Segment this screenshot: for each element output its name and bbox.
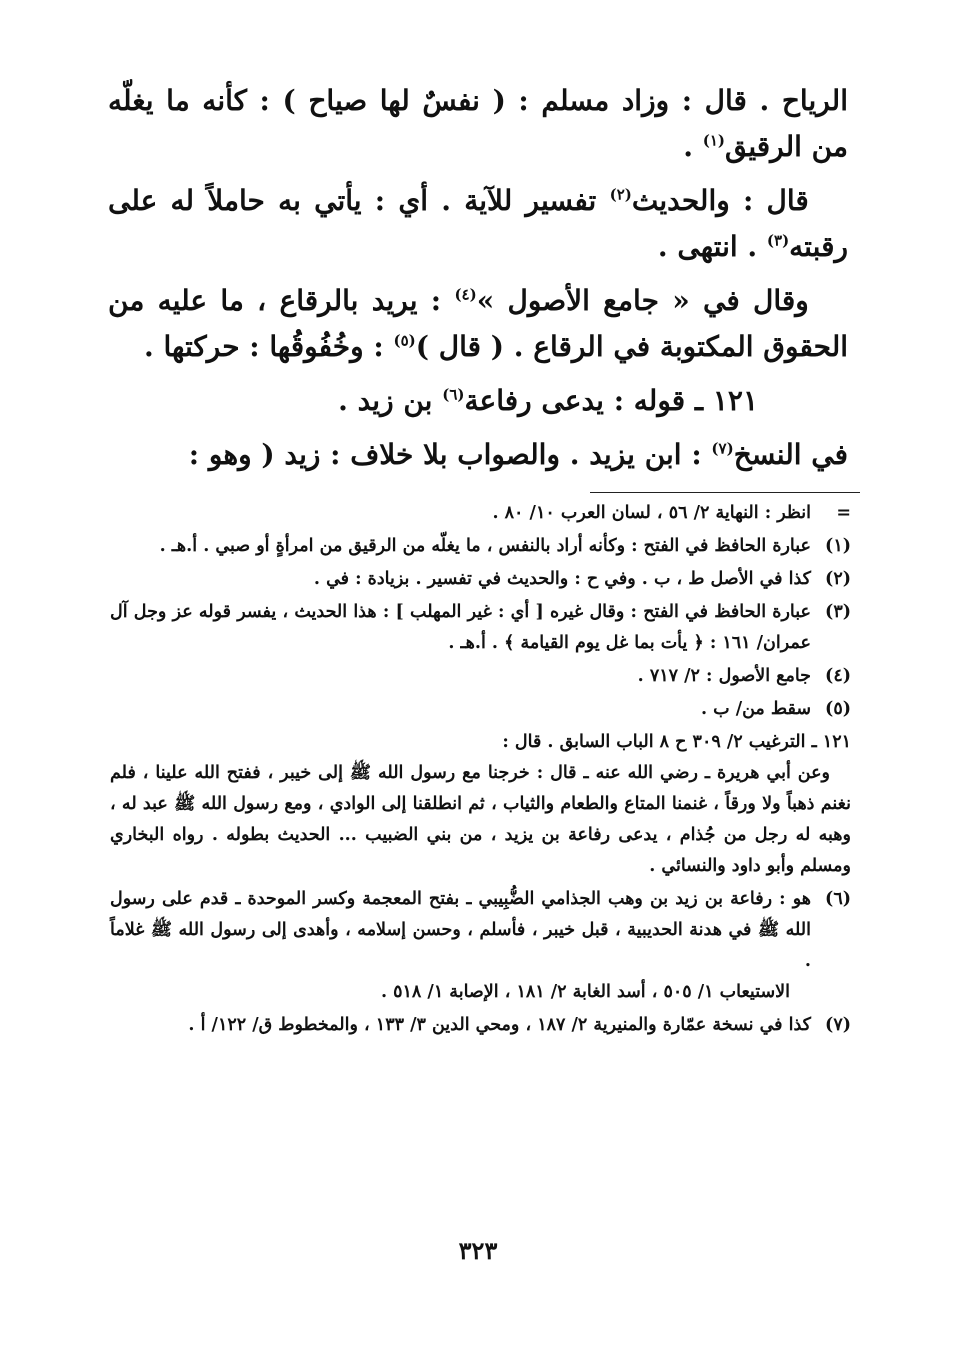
paragraph-1 bbox=[108, 78, 848, 170]
takhrij-121-body: وعن أبي هريرة ـ رضي الله عنه ـ قال : خرجنا مع رسول الله ﷺ إلى خيبر ، ففتح الله علينا ، فلم نغنم ذهباً ولا ورقاً ، غنمنا المتاع والطعام والثياب ، ثم انطلقنا إلى الوادي ، ومع رسول الله ﷺ عبد له ، وهبه له رجل من جُذام ، يدعى رفاعة بن يزيد ، من بني الضبيب ... الحديث بطوله . رواه البخاري ومسلم وأبو داود والنسائي . bbox=[110, 763, 851, 876]
paragraph-5 bbox=[108, 432, 848, 478]
footnote-1-text: عبارة الحافظ في الفتح : وكأنه أراد بالنفس ، ما يغلّه من الرقيق من امرأةٍ أو صبي . أ.هـ . bbox=[159, 536, 811, 556]
page-number: ٣٢٣ bbox=[458, 1236, 498, 1265]
footnote-ref-5[interactable]: (٥) bbox=[393, 331, 416, 350]
heading-121-text-b: بن زيد . bbox=[338, 384, 443, 417]
footnote-ref-2[interactable]: (٢) bbox=[609, 185, 632, 204]
paragraph-1-text: الرياح . قال : وزاد مسلم : ( نفسٌ لها صياح ) : كأنه ما يغلّه من الرقيق bbox=[108, 84, 848, 163]
footnote-2-number: (٢) bbox=[825, 569, 851, 589]
paragraph-1-end: . bbox=[683, 130, 703, 163]
footnote-continued-mark: = bbox=[836, 503, 851, 523]
paragraph-2-text-a: قال : والحديث bbox=[631, 184, 809, 217]
footnote-2-text: كذا في الأصل ط ، ب . وفي ح : والحديث في تفسير . بزيادة : في . bbox=[313, 569, 811, 589]
paragraph-2-text-c: . انتهى . bbox=[657, 230, 767, 263]
footnote-4-text: جامع الأصول : ٢/ ٧١٧ . bbox=[637, 666, 811, 686]
footnote-7 bbox=[110, 1010, 851, 1041]
paragraph-3 bbox=[108, 278, 848, 370]
footnote-6-number: (٦) bbox=[825, 889, 851, 909]
footnote-3-text: عبارة الحافظ في الفتح : وقال غيره [ أي : غير المهلب ] : هذا الحديث ، يفسر قوله عز وجل آل عمران/ ١٦١ : ﴿ يأت بما غل يوم القيامة ﴾ . أ.هـ . bbox=[110, 602, 811, 653]
footnote-ref-4[interactable]: (٤) bbox=[454, 285, 477, 304]
footnote-continued bbox=[110, 498, 851, 529]
takhrij-121 bbox=[110, 727, 851, 882]
footnote-1 bbox=[110, 531, 851, 562]
paragraph-5-text-b: : ابن يزيد . والصواب بلا خلاف : زيد ( وهو : bbox=[188, 438, 712, 471]
footnote-4-number: (٤) bbox=[825, 666, 851, 686]
footnote-ref-7[interactable]: (٧) bbox=[711, 439, 734, 458]
footnote-ref-6[interactable]: (٦) bbox=[442, 385, 465, 404]
footnote-3-number: (٣) bbox=[825, 602, 851, 622]
paragraph-3-text-b: : يريد بالرقاع ، ما عليه من الحقوق المكتوبة في الرقاع . ( قال ) bbox=[108, 284, 848, 363]
footnote-7-text: كذا في نسخة عمّارة والمنيرية ٢/ ١٨٧ ، ومحي الدين ٣/ ١٣٣ ، والمخطوط ق/ ١٢٢/ أ . bbox=[188, 1015, 811, 1035]
separator-line bbox=[590, 492, 860, 493]
paragraph-2-text-b: تفسير للآية . أي : يأتي به حاملاً له على رقبته bbox=[108, 184, 848, 263]
heading-121-text-a: ١٢١ ـ قوله : يدعى رفاعة bbox=[464, 384, 758, 417]
footnote-ref-3[interactable]: (٣) bbox=[766, 231, 790, 250]
main-text bbox=[108, 78, 848, 486]
heading-121 bbox=[108, 378, 848, 424]
footnote-5-number: (٥) bbox=[825, 699, 851, 719]
footnote-ref-1[interactable]: (١) bbox=[702, 131, 725, 150]
footnote-continued-text: انظر : النهاية ٢/ ٥٦ ، لسان العرب ١٠/ ٨٠ . bbox=[492, 503, 811, 523]
takhrij-121-head: ١٢١ ـ الترغيب ٢/ ٣٠٩ ح ٨ الباب السابق . قال : bbox=[502, 732, 851, 752]
footnote-3 bbox=[110, 597, 851, 659]
footnotes bbox=[110, 498, 851, 1043]
paragraph-3-text-c: : وخُفُوقُها : حركتها . bbox=[144, 330, 394, 363]
paragraph-5-text-a: في النسخ bbox=[733, 438, 848, 471]
paragraph-2 bbox=[108, 178, 848, 270]
footnote-1-number: (١) bbox=[825, 536, 851, 556]
footnote-5 bbox=[110, 694, 851, 725]
footnote-6 bbox=[110, 884, 851, 1008]
paragraph-3-text-a: وقال في « جامع الأصول » bbox=[476, 284, 809, 317]
footnote-7-number: (٧) bbox=[825, 1015, 851, 1035]
footnote-5-text: سقط من/ ب . bbox=[700, 699, 811, 719]
footnote-6-text: هو : رفاعة بن زيد بن وهب الجذامي الضُّبِيبي ـ بفتح المعجمة وكسر الموحدة ـ قدم على رسول الله ﷺ في هدنة الحديبية ، قبل خيبر ، فأسلم ، وحسن إسلامه ، وأهدى إلى رسول الله ﷺ غلاماً . bbox=[110, 889, 811, 971]
footnote-6-references: الاستيعاب ١/ ٥٠٥ ، أسد الغابة ٢/ ١٨١ ، الإصابة ١/ ٥١٨ . bbox=[380, 982, 790, 1002]
footnote-4 bbox=[110, 661, 851, 692]
footnote-2 bbox=[110, 564, 851, 595]
